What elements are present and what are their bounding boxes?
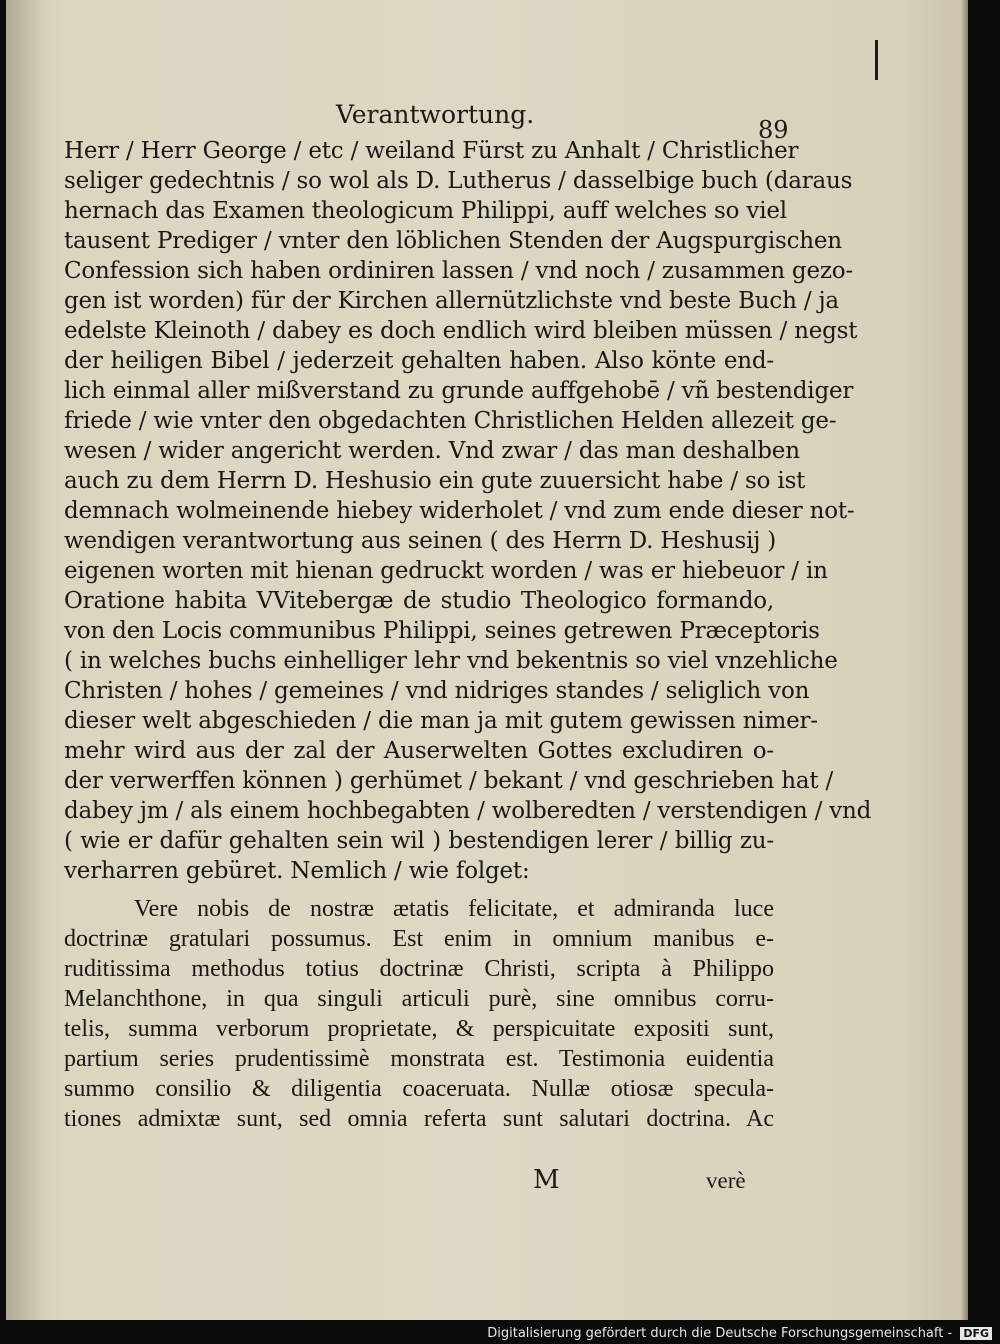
footer-text: Digitalisierung gefördert durch die Deutsche Forschungsgemeinschaft - bbox=[487, 1326, 953, 1341]
text-line: seliger gedechtnis / so wol als D. Lutherus / dasselbige buch (daraus bbox=[64, 168, 853, 194]
text-line: summo consilio & diligentia coaceruata. Nullæ otiosæ specula- bbox=[64, 1076, 774, 1102]
text-line: Christen / hohes / gemeines / vnd nidriges standes / seliglich von bbox=[64, 678, 810, 704]
page-number: 89 bbox=[758, 116, 789, 144]
text-line: Confession sich haben ordiniren lassen / vnd noch / zusammen gezo- bbox=[64, 258, 853, 284]
text-line: der heiligen Bibel / jederzeit gehalten haben. Also könte end- bbox=[64, 348, 774, 374]
catchword: verè bbox=[706, 1168, 746, 1193]
text-line: eigenen worten mit hienan gedruckt worden / was er hiebeuor / in bbox=[64, 558, 828, 584]
gutter-shadow bbox=[6, 0, 46, 1320]
corner-mark bbox=[875, 40, 878, 80]
text-line: tiones admixtæ sunt, sed omnia referta sunt salutari doctrina. Ac bbox=[64, 1106, 774, 1132]
text-line: lich einmal aller mißverstand zu grunde auffgehobē / vñ bestendiger bbox=[64, 378, 854, 404]
latin-quotation bbox=[64, 894, 774, 1134]
text-line: von den Locis communibus Philippi, seines getrewen Præceptoris bbox=[64, 618, 820, 644]
text-line: Melanchthone, in qua singuli articuli purè, sine omnibus corru- bbox=[64, 986, 774, 1012]
text-line: der verwerffen können ) gerhümet / bekant / vnd geschrieben hat / bbox=[64, 768, 834, 794]
text-line: doctrinæ gratulari possumus. Est enim in omnium manibus e- bbox=[64, 926, 774, 952]
signature-mark: M bbox=[533, 1165, 560, 1195]
text-line: Herr / Herr George / etc / weiland Fürst zu Anhalt / Christlicher bbox=[64, 138, 799, 164]
scanned-page bbox=[6, 0, 968, 1320]
text-line: dieser welt abgeschieden / die man ja mit gutem gewissen nimer- bbox=[64, 708, 818, 734]
text-line: mehr wird aus der zal der Auserwelten Gottes excludiren o- bbox=[64, 738, 774, 764]
text-line: hernach das Examen theologicum Philippi, auff welches so viel bbox=[64, 198, 787, 224]
text-line: Oratione habita VVitebergæ de studio Theologico formando, bbox=[64, 588, 774, 614]
text-line: telis, summa verborum proprietate, & perspicuitate expositi sunt, bbox=[64, 1016, 774, 1042]
text-line: wesen / wider angericht werden. Vnd zwar / das man deshalben bbox=[64, 438, 800, 464]
text-line: ( in welches buchs einhelliger lehr vnd bekentnis so viel vnzehliche bbox=[64, 648, 838, 674]
text-line: edelste Kleinoth / dabey es doch endlich wird bleiben müssen / negst bbox=[64, 318, 858, 344]
text-line: wendigen verantwortung aus seinen ( des Herrn D. Heshusij ) bbox=[64, 528, 777, 554]
text-line: tausent Prediger / vnter den löblichen Stenden der Augspurgischen bbox=[64, 228, 842, 254]
digitization-footer bbox=[487, 1326, 992, 1341]
text-line: friede / wie vnter den obgedachten Christlichen Helden allezeit ge- bbox=[64, 408, 837, 434]
text-line: dabey jm / als einem hochbegabten / wolberedten / verstendigen / vnd bbox=[64, 798, 872, 824]
page-edge bbox=[962, 0, 968, 1320]
running-header: Verantwortung. bbox=[336, 100, 535, 129]
text-line: verharren gebüret. Nemlich / wie folget: bbox=[64, 858, 530, 884]
body-text bbox=[64, 136, 872, 1134]
text-line: demnach wolmeinende hiebey widerholet / vnd zum ende dieser not- bbox=[64, 498, 855, 524]
text-line: auch zu dem Herrn D. Heshusio ein gute zuuersicht habe / so ist bbox=[64, 468, 806, 494]
fraktur-block bbox=[64, 136, 872, 886]
text-line: partium series prudentissimè monstrata est. Testimonia euidentia bbox=[64, 1046, 774, 1072]
text-line: ( wie er dafür gehalten sein wil ) bestendigen lerer / billig zu- bbox=[64, 828, 774, 854]
dfg-logo: DFG bbox=[960, 1327, 992, 1340]
text-line: Vere nobis de nostræ ætatis felicitate, et admiranda luce bbox=[134, 896, 774, 922]
text-line: gen ist worden) für der Kirchen allernützlichste vnd beste Buch / ja bbox=[64, 288, 839, 314]
text-line: ruditissima methodus totius doctrinæ Christi, scripta à Philippo bbox=[64, 956, 774, 982]
